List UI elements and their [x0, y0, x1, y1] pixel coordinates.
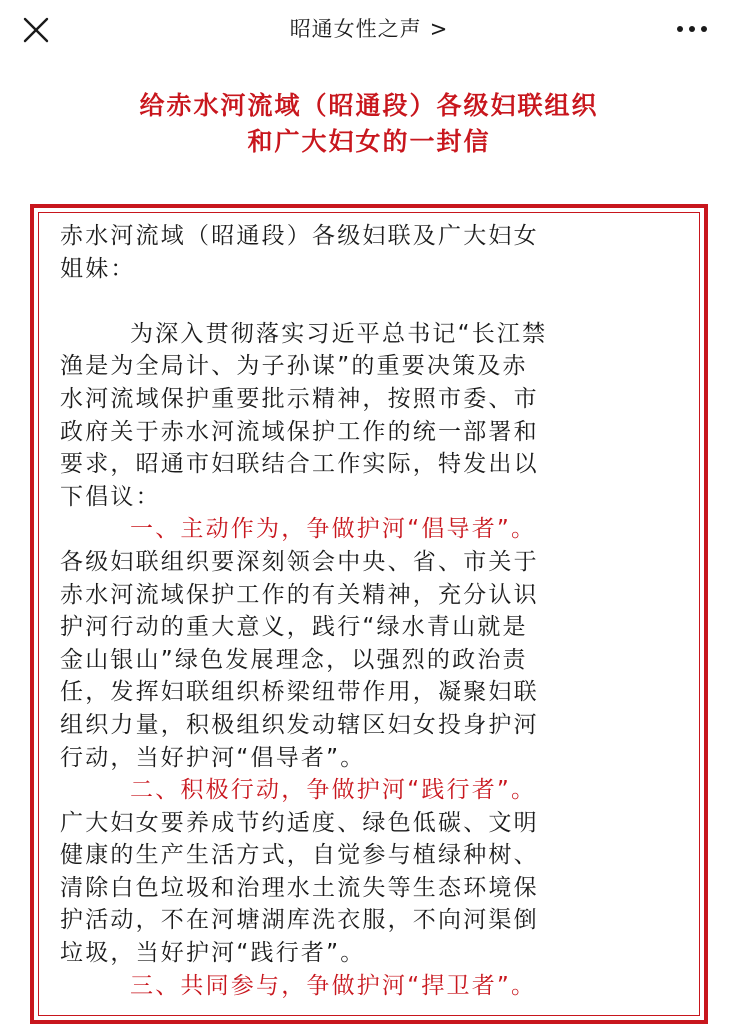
paragraph-line: 姐妹：: [60, 255, 136, 282]
paragraph-line: 组织力量，积极组织发动辖区妇女投身护河: [60, 711, 539, 738]
paragraph-line: 水河流域保护重要批示精神，按照市委、市: [60, 385, 539, 412]
chevron-right-icon: >: [429, 17, 449, 41]
section-heading: 一、主动作为，争做护河“倡导者”。: [130, 516, 537, 543]
section-heading: 三、共同参与，争做护河“捍卫者”。: [130, 972, 537, 999]
paragraph-line: 护活动，不在河塘湖库洗衣服，不向河渠倒: [60, 907, 539, 934]
paragraph-line: 下倡议：: [60, 483, 161, 510]
paragraph-line: 渔是为全局计、为子孙谋”的重要决策及赤: [60, 353, 528, 380]
more-options-button[interactable]: [672, 16, 712, 42]
more-icon: [672, 16, 712, 42]
paragraph-line: 为深入贯彻落实习近平总书记“长江禁: [130, 320, 548, 347]
letter-body: [60, 220, 682, 1002]
section-heading: 二、积极行动，争做护河“践行者”。: [130, 777, 537, 804]
paragraph-line: 健康的生产生活方式，自觉参与植绿种树、: [60, 842, 539, 869]
paragraph-line: 各级妇联组织要深刻领会中央、省、市关于: [60, 548, 539, 575]
headline-line-2: 和广大妇女的一封信: [247, 127, 491, 156]
blank-line: [60, 285, 682, 318]
paragraph-line: 行动，当好护河“倡导者”。: [60, 744, 366, 771]
paragraph-line: 赤水河流域保护工作的有关精神，充分认识: [60, 581, 539, 608]
paragraph-line: 清除白色垃圾和治理水土流失等生态环境保: [60, 874, 539, 901]
paragraph-line: 任，发挥妇联组织桥梁纽带作用，凝聚妇联: [60, 679, 539, 706]
top-navigation-bar: [0, 0, 738, 58]
paragraph-line: 护河行动的重大意义，践行“绿水青山就是: [60, 614, 528, 641]
article-headline: [0, 88, 738, 160]
paragraph-line: 政府关于赤水河流域保护工作的统一部署和: [60, 418, 539, 445]
paragraph-line: 要求，昭通市妇联结合工作实际，特发出以: [60, 451, 539, 478]
account-name: 昭通女性之声: [289, 17, 422, 41]
account-title-link[interactable]: [0, 14, 738, 44]
headline-line-1: 给赤水河流域（昭通段）各级妇联组织: [139, 91, 599, 120]
paragraph-line: 赤水河流域（昭通段）各级妇联及广大妇女: [60, 223, 539, 249]
paragraph-line: 垃圾，当好护河“践行者”。: [60, 940, 366, 967]
paragraph-line: 金山银山”绿色发展理念，以强烈的政治责: [60, 646, 528, 673]
paragraph-line: 广大妇女要养成节约适度、绿色低碳、文明: [60, 809, 539, 836]
